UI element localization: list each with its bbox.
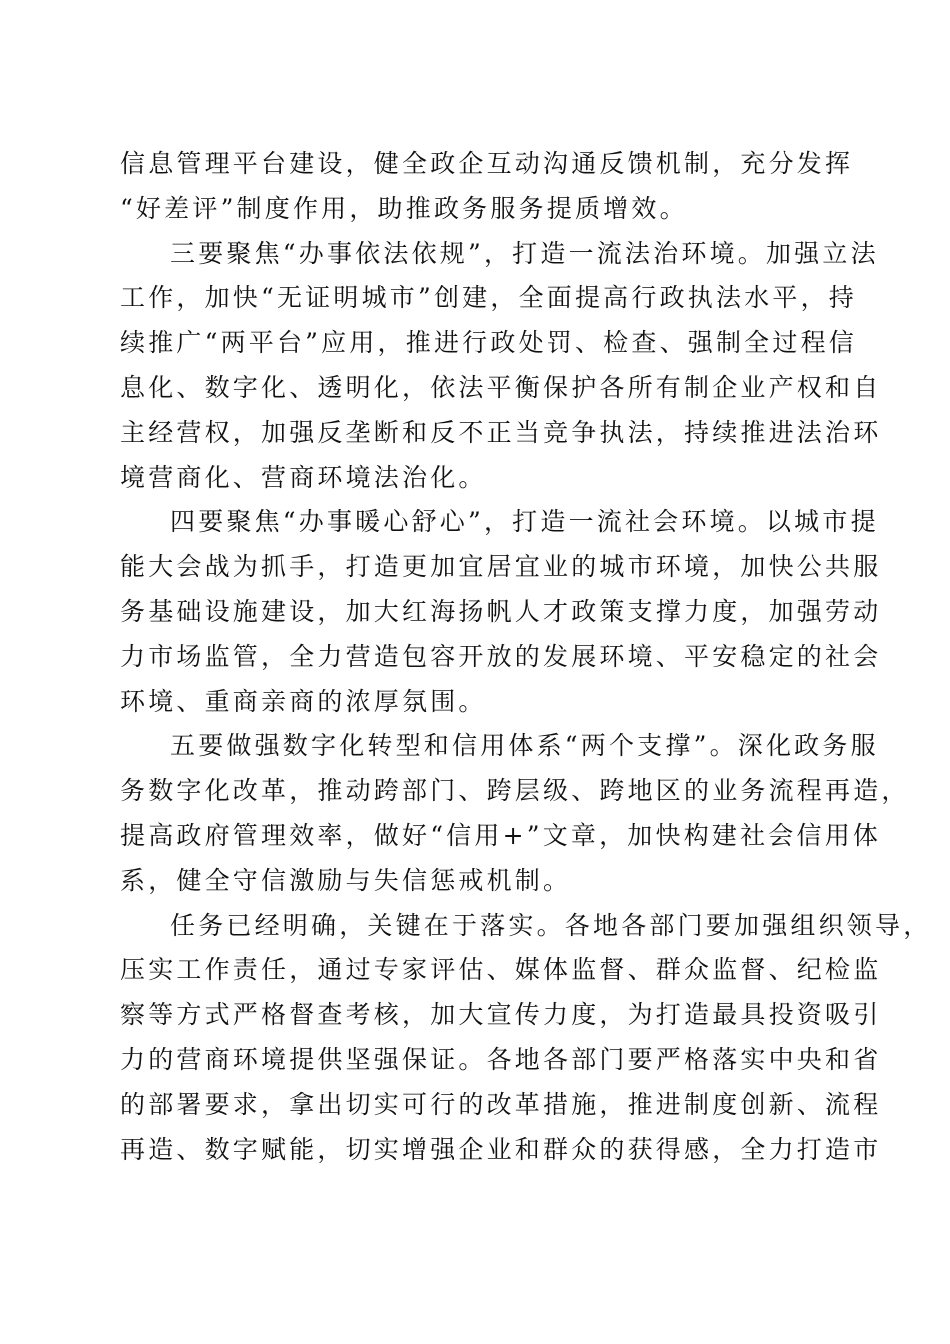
text-line: 四要聚焦“办事暖心舒心”，打造一流社会环境。以城市提 <box>170 507 879 537</box>
text-line: “好差评”制度作用，助推政务服务提质增效。 <box>120 193 688 223</box>
text-line: 五要做强数字化转型和信用体系“两个支撑”。深化政务服 <box>170 731 879 761</box>
paragraph-rule-of-law <box>120 232 882 501</box>
text-line: 续推广“两平台”应用，推进行政处罚、检查、强制全过程信 <box>120 328 857 358</box>
text-line: 力市场监管，全力营造包容开放的发展环境、平安稳定的社会 <box>120 641 882 671</box>
paragraph-digital-credit <box>120 724 910 903</box>
text-line: 系，健全守信激励与失信惩戒机制。 <box>120 865 572 895</box>
text-line: 能大会战为抓手，打造更加宜居宜业的城市环境，加快公共服 <box>120 552 882 582</box>
paragraph-social-environment <box>120 500 882 724</box>
text-line: 提高政府管理效率，做好“信用+”文章，加快构建社会信用体 <box>120 820 882 850</box>
text-line: 务数字化改革，推动跨部门、跨层级、跨地区的业务流程再造， <box>120 776 910 806</box>
text-line: 压实工作责任，通过专家评估、媒体监督、群众监督、纪检监 <box>120 955 882 985</box>
text-line: 力的营商环境提供坚强保证。各地各部门要严格落实中央和省 <box>120 1044 882 1074</box>
paragraph-implementation <box>120 904 932 1173</box>
document-body <box>120 142 932 1172</box>
text-line: 察等方式严格督查考核，加大宣传力度，为打造最具投资吸引 <box>120 1000 882 1030</box>
text-line: 息化、数字化、透明化，依法平衡保护各所有制企业产权和自 <box>120 372 882 402</box>
text-line: 任务已经明确，关键在于落实。各地各部门要加强组织领导， <box>170 910 932 940</box>
text-line: 务基础设施建设，加大红海扬帆人才政策支撑力度，加强劳动 <box>120 596 882 626</box>
text-line: 的部署要求，拿出切实可行的改革措施，推进制度创新、流程 <box>120 1089 882 1119</box>
text-line: 境营商化、营商环境法治化。 <box>120 462 487 492</box>
text-line: 工作，加快“无证明城市”创建，全面提高行政执法水平，持 <box>120 283 857 313</box>
text-line: 再造、数字赋能，切实增强企业和群众的获得感，全力打造市 <box>120 1134 882 1164</box>
paragraph-continued <box>120 142 854 232</box>
text-line: 环境、重商亲商的浓厚氛围。 <box>120 686 487 716</box>
text-line: 主经营权，加强反垄断和反不正当竞争执法，持续推进法治环 <box>120 417 882 447</box>
text-line: 三要聚焦“办事依法依规”，打造一流法治环境。加强立法 <box>170 238 879 268</box>
text-line: 信息管理平台建设，健全政企互动沟通反馈机制，充分发挥 <box>120 149 854 178</box>
